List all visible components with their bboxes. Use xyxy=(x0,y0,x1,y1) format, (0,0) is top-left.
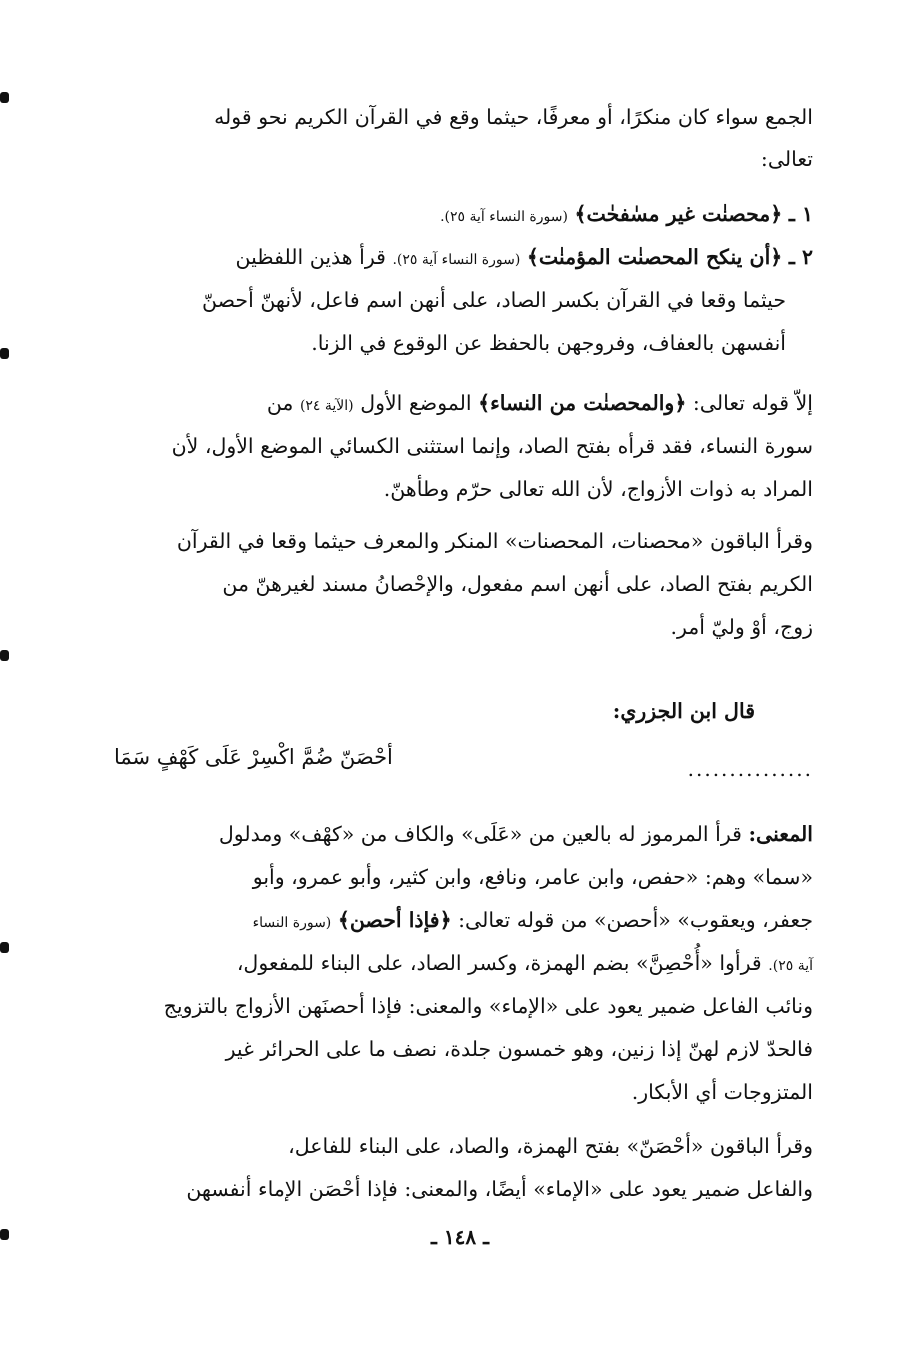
poem-verse: أحْصَنّ ضُمَّ اكْسِرْ عَلَى كَهْفٍ سَمَا xyxy=(114,745,393,769)
body-line: زوج، أوْ وليّ أمر. xyxy=(670,615,813,639)
list-item xyxy=(108,236,813,282)
body-line: والفاعل ضمير يعود على «الإماء» أيضًا، والمعنى: فإذا أحْصَن الإماء أنفسهن xyxy=(186,1177,813,1201)
list-number: ١ ـ xyxy=(788,202,813,226)
quran-verse: ﴿والمحصنٰت من النساء﴾ xyxy=(478,391,687,415)
meaning-label: المعنى: xyxy=(748,822,813,846)
quran-verse: ﴿محصنٰت غير مسٰفحٰت﴾ xyxy=(574,202,783,226)
poem-dots: ............... xyxy=(687,757,813,781)
body-text: قرأ هذين اللفظين xyxy=(235,245,386,269)
body-line: ونائب الفاعل ضمير يعود على «الإماء» والمعنى: فإذا أحصنَهن الأزواج بالتزويج xyxy=(163,994,813,1018)
body-line: وقرأ الباقون «أحْصَنّ» بفتح الهمزة، والصاد، على البناء للفاعل، xyxy=(288,1134,813,1158)
body-line: المعنى: قرأ المرموز له بالعين من «عَلَى» والكاف من «كهْف» ومدلول xyxy=(218,822,813,846)
body-line: تعالى: xyxy=(760,147,813,171)
body-line: «سما» وهم: «حفص، وابن عامر، ونافع، وابن كثير، وأبو عمرو، وأبو xyxy=(252,865,813,889)
body-line: إلاّ قوله تعالى: ﴿والمحصنٰت من النساء﴾ الموضع الأول (الآية ٢٤) من xyxy=(266,391,813,415)
body-line: الكريم بفتح الصاد، على أنهن اسم مفعول، والإحْصانُ مسند لغيرهنّ من xyxy=(222,572,813,596)
margin-mark xyxy=(0,650,9,661)
body-line: سورة النساء، فقد قرأه بفتح الصاد، وإنما استثنى الكسائي الموضع الأول، لأن xyxy=(171,434,813,458)
margin-mark xyxy=(0,92,9,103)
body-line: حيثما وقعا في القرآن بكسر الصاد، على أنهن اسم فاعل، لأنهنّ أحصنّ xyxy=(202,288,786,312)
body-line: آية ٢٥). قرأوا «أُحْصِنَّ» بضم الهمزة، وكسر الصاد، على البناء للمفعول، xyxy=(236,951,813,975)
verse-reference: آية ٢٥). xyxy=(768,958,813,974)
verse-reference: (سورة النساء آية ٢٥). xyxy=(440,209,568,225)
verse-reference: (سورة النساء xyxy=(252,915,332,931)
page-number: ـ ١٤٨ ـ xyxy=(431,1225,489,1249)
list-number: ٢ ـ xyxy=(788,245,813,269)
body-line: جعفر، ويعقوب» «أحصن» من قوله تعالى: ﴿فإذا أحصن﴾ (سورة النساء xyxy=(252,908,813,932)
body-line: الجمع سواء كان منكرًا، أو معرفًا، حيثما وقع في القرآن الكريم نحو قوله xyxy=(214,105,813,129)
margin-mark xyxy=(0,348,9,359)
body-line: المتزوجات أي الأبكار. xyxy=(631,1080,813,1104)
body-line: أنفسهن بالعفاف، وفروجهن بالحفظ عن الوقوع في الزنا. xyxy=(311,331,786,355)
quran-verse: ﴿فإذا أحصن﴾ xyxy=(337,908,452,932)
quran-verse: ﴿أن ينكح المحصنٰت المؤمنٰت﴾ xyxy=(526,245,783,269)
poem-verse-line xyxy=(108,745,813,785)
body-line: المراد به ذوات الأزواج، لأن الله تعالى حرّم وطأهنّ. xyxy=(383,477,813,501)
margin-mark xyxy=(0,942,9,953)
body-line: وقرأ الباقون «محصنات، المحصنات» المنكر والمعرف حيثما وقعا في القرآن xyxy=(176,529,813,553)
body-line: فالحدّ لازم لهنّ إذا زنين، وهو خمسون جلدة، نصف ما على الحرائر غير xyxy=(225,1037,813,1061)
verse-reference: (سورة النساء آية ٢٥). xyxy=(392,252,521,268)
section-heading: قال ابن الجزري: xyxy=(612,699,755,723)
verse-reference: (الآية ٢٤) xyxy=(299,398,354,414)
list-item xyxy=(108,193,813,239)
